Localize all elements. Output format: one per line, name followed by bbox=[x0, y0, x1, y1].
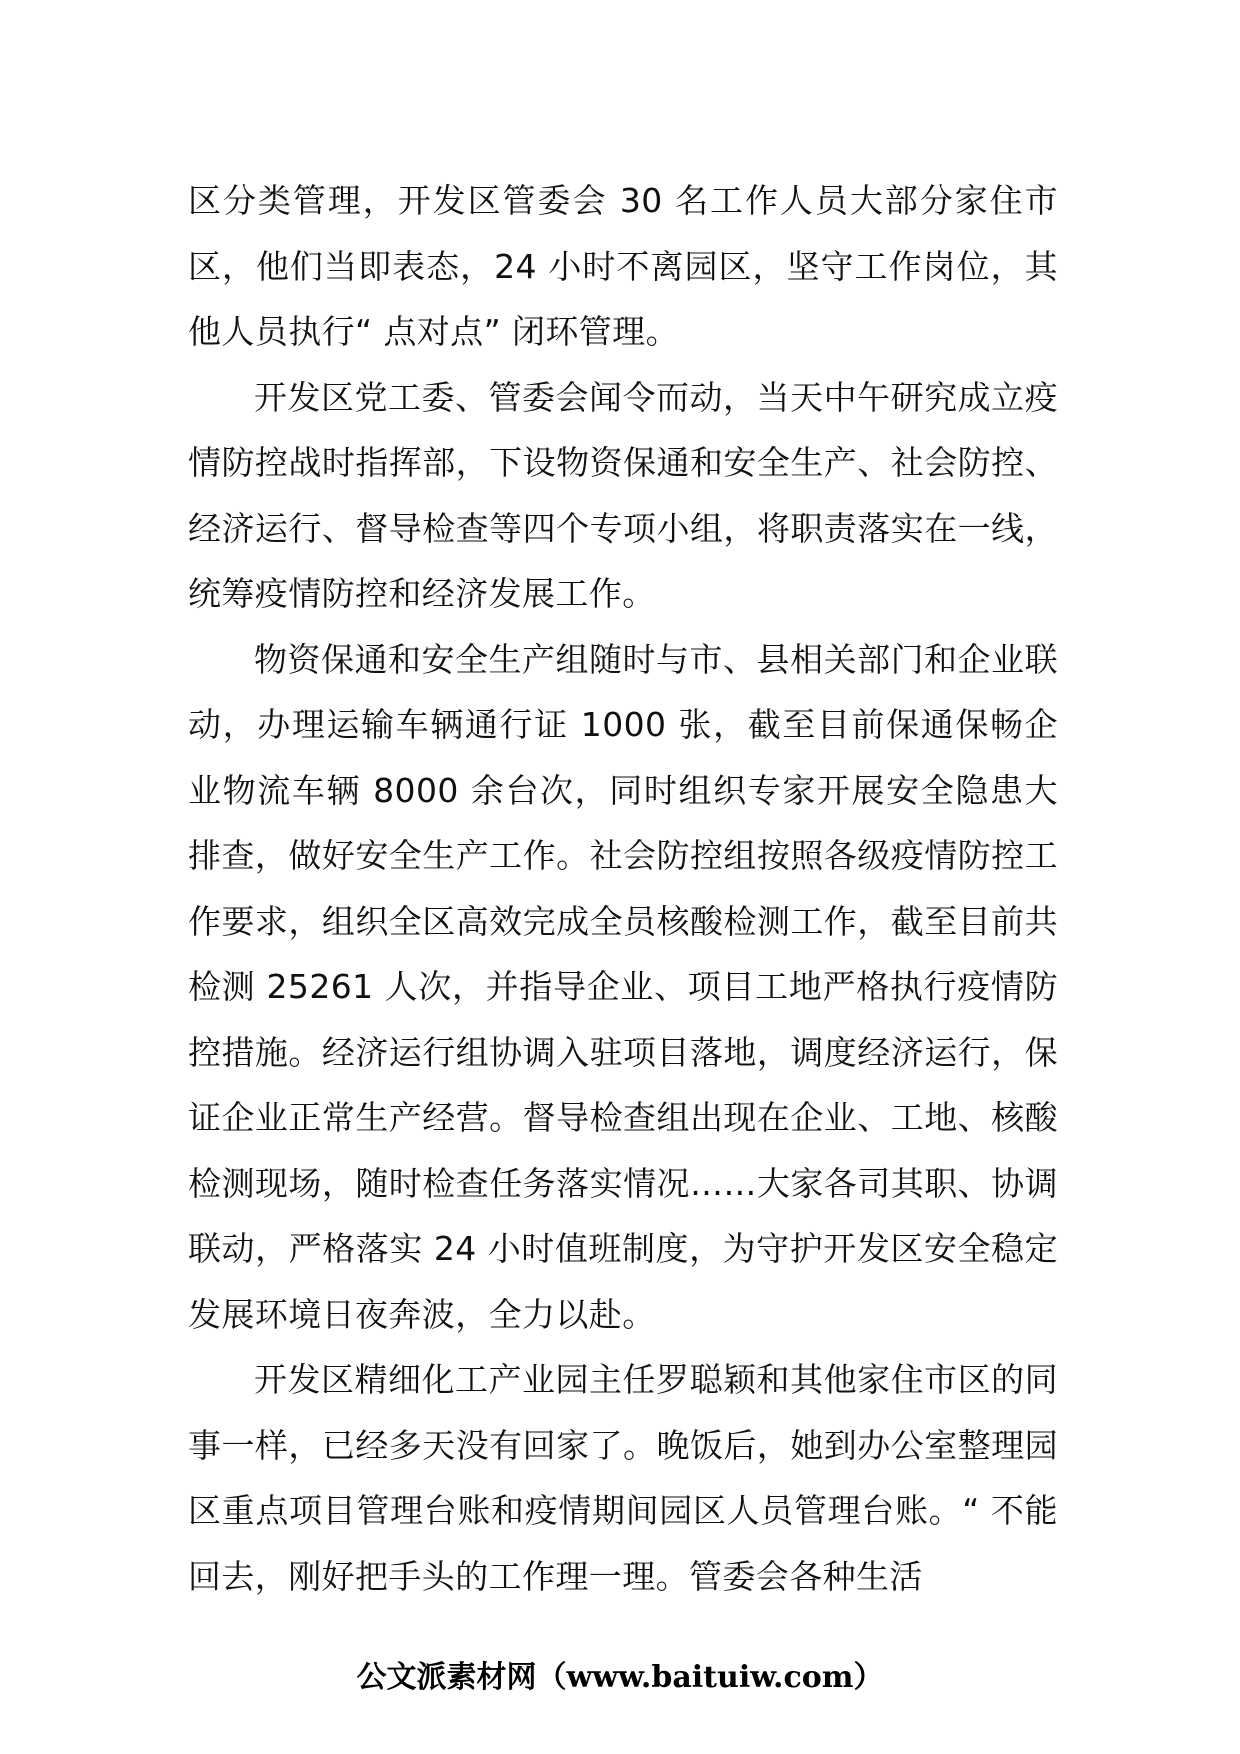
paragraph-4: 开发区精细化工产业园主任罗聪颖和其他家住市区的同事一样，已经多天没有回家了。晚饭后，她到办公室整理园区重点项目管理台账和疫情期间园区人员管理台账。“ 不能回去，刚好把手头的工作理一理。管委会各种生活 bbox=[188, 1360, 1058, 1596]
paragraph-1: 区分类管理，开发区管委会 30 名工作人员大部分家住市区，他们当即表态，24 小时不离园区，坚守工作岗位，其他人员执行“ 点对点” 闭环管理。 bbox=[188, 181, 1058, 351]
paragraph-2: 开发区党工委、管委会闻令而动，当天中午研究成立疫情防控战时指挥部，下设物资保通和安全生产、社会防控、经济运行、督导检查等四个专项小组，将职责落实在一线，统筹疫情防控和经济发展工作。 bbox=[188, 377, 1058, 613]
paragraph-3: 物资保通和安全生产组随时与市、县相关部门和企业联动，办理运输车辆通行证 1000 张，截至目前保通保畅企业物流车辆 8000 余台次，同时组织专家开展安全隐患大排查，做好安全生产工作。社会防控组按照各级疫情防控工作要求，组织全区高效完成全员核酸检测工作，截至目前共检测 25261 人次，并指导企业、项目工地严格执行疫情防控措施。经济运行组协调入驻项目落地，调度经济运行，保证企业正常生产经营。督导检查组出现在企业、工地、核酸检测现场，随时检查任务落实情况……大家各司其职、协调联动，严格落实 24 小时值班制度，为守护开发区安全稳定发展环境日夜奔波，全力以赴。 bbox=[188, 639, 1058, 1334]
document-body bbox=[188, 168, 1058, 1609]
footer-watermark: 公文派素材网（www.baituiw.com） bbox=[356, 1660, 884, 1695]
